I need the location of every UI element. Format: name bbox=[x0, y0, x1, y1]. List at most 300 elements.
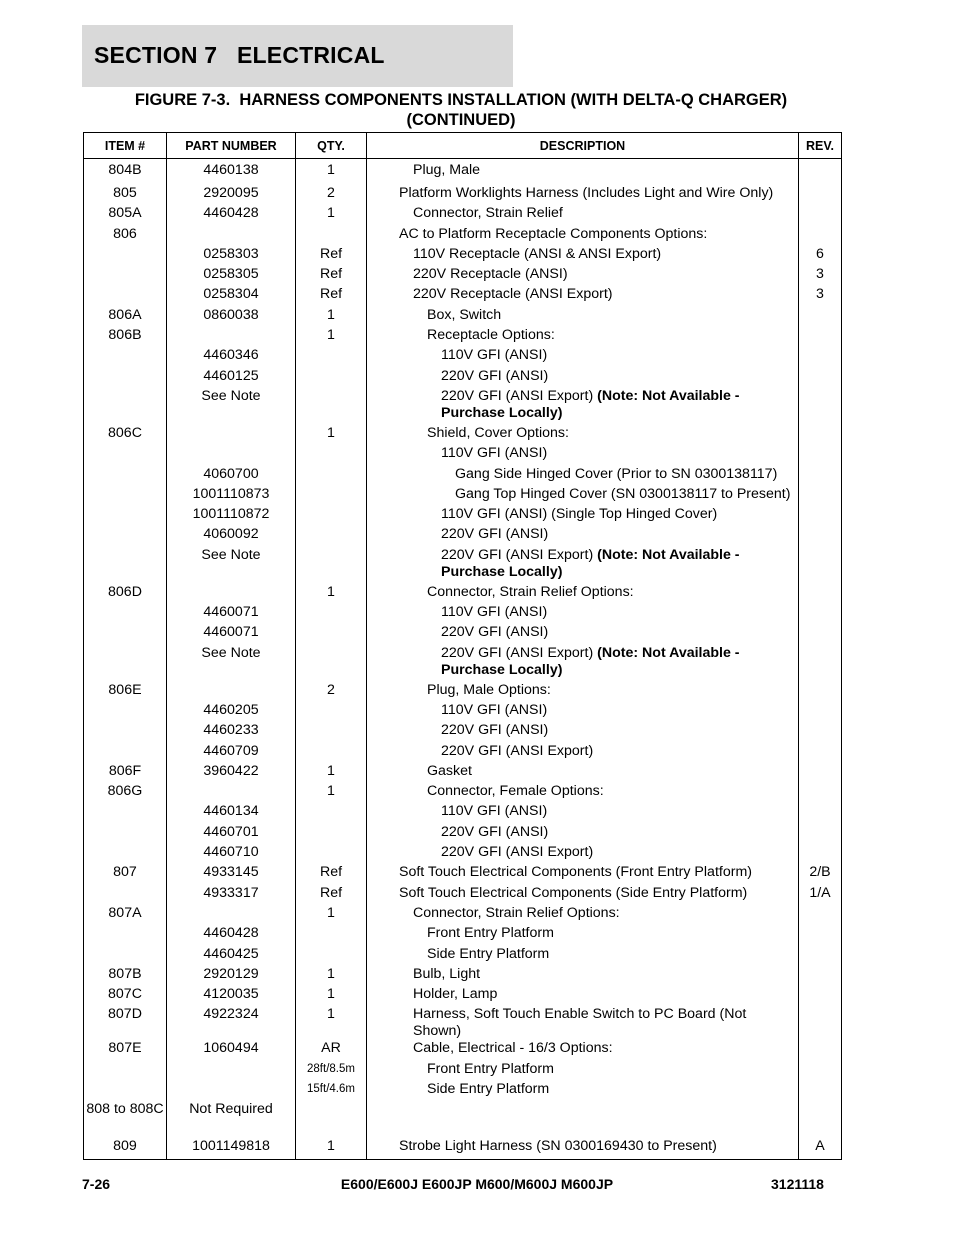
cell-qty bbox=[296, 722, 367, 742]
header-part-number: PART NUMBER bbox=[167, 133, 296, 159]
table-row bbox=[84, 925, 842, 945]
cell-description bbox=[367, 1006, 799, 1040]
cell-description bbox=[367, 506, 799, 526]
cell-rev bbox=[799, 185, 842, 205]
table-row bbox=[84, 604, 842, 624]
cell-part-number: 4460701 bbox=[167, 824, 296, 844]
cell-rev bbox=[799, 1081, 842, 1101]
cell-part-number: 4460134 bbox=[167, 803, 296, 823]
description-text: 220V GFI (ANSI) bbox=[441, 722, 549, 739]
cell-part-number: 1060494 bbox=[167, 1040, 296, 1060]
table-row bbox=[84, 986, 842, 1006]
table-row bbox=[84, 645, 842, 682]
cell-description bbox=[367, 1061, 799, 1081]
cell-description bbox=[367, 682, 799, 702]
description-text: 110V GFI (ANSI) bbox=[441, 803, 548, 820]
cell-part-number: 1001149818 bbox=[167, 1138, 296, 1159]
cell-rev bbox=[799, 226, 842, 246]
description-text: Shield, Cover Options: bbox=[427, 424, 569, 441]
section-title: SECTION 7 ELECTRICAL bbox=[94, 42, 385, 68]
cell-item-number bbox=[84, 624, 167, 644]
cell-qty: 1 bbox=[296, 159, 367, 186]
cell-rev bbox=[799, 624, 842, 644]
table-row bbox=[84, 445, 842, 465]
header-rev: REV. bbox=[799, 133, 842, 159]
cell-part-number: See Note bbox=[167, 645, 296, 682]
cell-item-number: 806F bbox=[84, 763, 167, 783]
cell-rev bbox=[799, 743, 842, 763]
cell-qty: 15ft/4.6m bbox=[296, 1081, 367, 1101]
cell-qty: 1 bbox=[296, 327, 367, 347]
cell-rev: A bbox=[799, 1138, 842, 1159]
cell-part-number: 4060700 bbox=[167, 466, 296, 486]
table-row bbox=[84, 205, 842, 225]
cell-rev bbox=[799, 763, 842, 783]
cell-qty bbox=[296, 368, 367, 388]
cell-item-number bbox=[84, 803, 167, 823]
description-text: Side Entry Platform bbox=[427, 945, 550, 962]
description-text: 110V GFI (ANSI) (Single Top Hinged Cover) bbox=[441, 506, 718, 523]
table-row bbox=[84, 286, 842, 306]
description-text: Holder, Lamp bbox=[413, 986, 498, 1003]
cell-item-number bbox=[84, 466, 167, 486]
cell-description bbox=[367, 425, 799, 445]
description-text: AC to Platform Receptacle Components Options: bbox=[399, 225, 708, 242]
cell-item-number: 806B bbox=[84, 327, 167, 347]
cell-description bbox=[367, 1040, 799, 1060]
cell-part-number bbox=[167, 682, 296, 702]
cell-rev: 6 bbox=[799, 246, 842, 266]
cell-qty bbox=[296, 388, 367, 425]
cell-item-number bbox=[84, 645, 167, 682]
cell-description bbox=[367, 445, 799, 465]
cell-rev bbox=[799, 347, 842, 367]
table-row bbox=[84, 885, 842, 905]
description-text: 110V GFI (ANSI) bbox=[441, 604, 548, 621]
cell-rev bbox=[799, 844, 842, 864]
description-text: Soft Touch Electrical Components (Side Entry Platform) bbox=[399, 884, 748, 901]
cell-description bbox=[367, 185, 799, 205]
cell-description bbox=[367, 307, 799, 327]
description-text: 220V Receptacle (ANSI Export) bbox=[413, 286, 613, 303]
table-row bbox=[84, 966, 842, 986]
cell-item-number: 806 bbox=[84, 226, 167, 246]
cell-item-number: 808 to 808C bbox=[84, 1101, 167, 1138]
cell-rev bbox=[799, 1061, 842, 1081]
cell-qty: 1 bbox=[296, 205, 367, 225]
cell-rev bbox=[799, 445, 842, 465]
cell-item-number bbox=[84, 1061, 167, 1081]
cell-part-number: 4460071 bbox=[167, 604, 296, 624]
cell-item-number: 807E bbox=[84, 1040, 167, 1060]
cell-rev bbox=[799, 425, 842, 445]
cell-rev bbox=[799, 526, 842, 546]
cell-qty: Ref bbox=[296, 266, 367, 286]
cell-rev bbox=[799, 803, 842, 823]
description-text: Plug, Male Options: bbox=[427, 681, 551, 698]
cell-rev bbox=[799, 986, 842, 1006]
table-row bbox=[84, 185, 842, 205]
cell-item-number: 806E bbox=[84, 682, 167, 702]
cell-part-number: 4460346 bbox=[167, 347, 296, 367]
cell-item-number bbox=[84, 1081, 167, 1101]
cell-rev bbox=[799, 1040, 842, 1060]
cell-item-number: 809 bbox=[84, 1138, 167, 1159]
cell-description bbox=[367, 584, 799, 604]
cell-qty bbox=[296, 347, 367, 367]
description-text: Side Entry Platform bbox=[427, 1080, 550, 1097]
cell-qty bbox=[296, 445, 367, 465]
cell-qty bbox=[296, 506, 367, 526]
cell-rev bbox=[799, 327, 842, 347]
cell-rev bbox=[799, 1101, 842, 1138]
table-row bbox=[84, 722, 842, 742]
cell-rev bbox=[799, 925, 842, 945]
cell-part-number: 4460428 bbox=[167, 925, 296, 945]
cell-qty bbox=[296, 526, 367, 546]
cell-description bbox=[367, 368, 799, 388]
cell-part-number: Not Required bbox=[167, 1101, 296, 1138]
description-text: 220V GFI (ANSI) bbox=[441, 624, 549, 641]
cell-item-number bbox=[84, 844, 167, 864]
description-text: 110V GFI (ANSI) bbox=[441, 701, 548, 718]
cell-rev bbox=[799, 466, 842, 486]
figure-title-line1: FIGURE 7-3. HARNESS COMPONENTS INSTALLATION (WITH DELTA-Q CHARGER) bbox=[134, 91, 788, 109]
cell-qty: 1 bbox=[296, 763, 367, 783]
cell-item-number bbox=[84, 604, 167, 624]
cell-description bbox=[367, 466, 799, 486]
description-text: Platform Worklights Harness (Includes Light and Wire Only) bbox=[399, 185, 774, 201]
cell-part-number: 4933317 bbox=[167, 885, 296, 905]
description-text: 110V Receptacle (ANSI & ANSI Export) bbox=[413, 245, 662, 262]
cell-part-number: 4460709 bbox=[167, 743, 296, 763]
description-text: Connector, Female Options: bbox=[427, 783, 604, 800]
table-row bbox=[84, 824, 842, 844]
table-row bbox=[84, 1040, 842, 1060]
cell-item-number bbox=[84, 743, 167, 763]
cell-description bbox=[367, 1138, 799, 1159]
cell-rev: 3 bbox=[799, 266, 842, 286]
cell-part-number: 4460428 bbox=[167, 205, 296, 225]
table-row bbox=[84, 624, 842, 644]
cell-qty bbox=[296, 645, 367, 682]
cell-description bbox=[367, 246, 799, 266]
cell-qty bbox=[296, 466, 367, 486]
cell-part-number bbox=[167, 445, 296, 465]
cell-rev bbox=[799, 824, 842, 844]
cell-part-number: 4120035 bbox=[167, 986, 296, 1006]
footer-doc-number: 3121118 bbox=[771, 1176, 824, 1192]
header-description: DESCRIPTION bbox=[367, 133, 799, 159]
cell-part-number: 2920095 bbox=[167, 185, 296, 205]
cell-part-number bbox=[167, 783, 296, 803]
cell-rev bbox=[799, 946, 842, 966]
cell-rev bbox=[799, 159, 842, 186]
cell-qty bbox=[296, 624, 367, 644]
cell-rev bbox=[799, 783, 842, 803]
section-header bbox=[82, 25, 513, 87]
description-text: 110V GFI (ANSI) bbox=[441, 347, 548, 364]
cell-description bbox=[367, 763, 799, 783]
cell-description bbox=[367, 864, 799, 884]
cell-part-number bbox=[167, 327, 296, 347]
cell-qty: 1 bbox=[296, 1138, 367, 1159]
cell-description bbox=[367, 159, 799, 186]
cell-rev bbox=[799, 722, 842, 742]
description-note: (Note: Not Available - Purchase Locally) bbox=[441, 387, 740, 421]
cell-rev bbox=[799, 307, 842, 327]
table-row bbox=[84, 347, 842, 367]
cell-description bbox=[367, 1081, 799, 1101]
cell-description bbox=[367, 824, 799, 844]
table-row bbox=[84, 307, 842, 327]
cell-item-number bbox=[84, 506, 167, 526]
description-text: 220V GFI (ANSI Export) bbox=[441, 742, 594, 759]
cell-item-number bbox=[84, 445, 167, 465]
cell-rev bbox=[799, 905, 842, 925]
cell-description bbox=[367, 526, 799, 546]
cell-qty bbox=[296, 743, 367, 763]
cell-part-number: 4460233 bbox=[167, 722, 296, 742]
cell-description bbox=[367, 946, 799, 966]
figure-title bbox=[82, 90, 840, 130]
cell-part-number bbox=[167, 584, 296, 604]
cell-part-number: 4460710 bbox=[167, 844, 296, 864]
table-row bbox=[84, 327, 842, 347]
cell-item-number: 806A bbox=[84, 307, 167, 327]
cell-qty: AR bbox=[296, 1040, 367, 1060]
header-qty: QTY. bbox=[296, 133, 367, 159]
cell-part-number: 0258304 bbox=[167, 286, 296, 306]
cell-item-number: 807A bbox=[84, 905, 167, 925]
cell-item-number bbox=[84, 885, 167, 905]
table-row bbox=[84, 864, 842, 884]
cell-part-number: 3960422 bbox=[167, 763, 296, 783]
cell-qty: 1 bbox=[296, 1006, 367, 1040]
cell-description bbox=[367, 925, 799, 945]
cell-part-number: 4060092 bbox=[167, 526, 296, 546]
description-text: Connector, Strain Relief bbox=[413, 205, 563, 222]
cell-item-number bbox=[84, 824, 167, 844]
cell-qty bbox=[296, 803, 367, 823]
cell-part-number bbox=[167, 1061, 296, 1081]
description-text: 220V GFI (ANSI Export) bbox=[441, 387, 598, 404]
cell-qty bbox=[296, 824, 367, 844]
table-row bbox=[84, 803, 842, 823]
cell-part-number: 4460425 bbox=[167, 946, 296, 966]
cell-qty: 1 bbox=[296, 986, 367, 1006]
table-row bbox=[84, 763, 842, 783]
cell-qty: 1 bbox=[296, 584, 367, 604]
cell-qty bbox=[296, 486, 367, 506]
cell-description bbox=[367, 885, 799, 905]
cell-part-number: 4922324 bbox=[167, 1006, 296, 1040]
cell-rev bbox=[799, 645, 842, 682]
cell-rev bbox=[799, 702, 842, 722]
description-note: (Note: Not Available - Purchase Locally) bbox=[441, 546, 740, 580]
description-text: Gang Side Hinged Cover (Prior to SN 0300138117) bbox=[455, 465, 778, 482]
description-text: 110V GFI (ANSI) bbox=[441, 445, 548, 462]
cell-qty bbox=[296, 946, 367, 966]
cell-qty: 1 bbox=[296, 783, 367, 803]
cell-item-number bbox=[84, 722, 167, 742]
table-row bbox=[84, 526, 842, 546]
description-text: 220V Receptacle (ANSI) bbox=[413, 266, 568, 283]
cell-part-number: 4460071 bbox=[167, 624, 296, 644]
table-row bbox=[84, 466, 842, 486]
cell-qty: Ref bbox=[296, 885, 367, 905]
cell-item-number: 805 bbox=[84, 185, 167, 205]
table-row bbox=[84, 1081, 842, 1101]
cell-qty: 1 bbox=[296, 425, 367, 445]
cell-part-number: 1001110873 bbox=[167, 486, 296, 506]
cell-part-number bbox=[167, 425, 296, 445]
cell-part-number bbox=[167, 226, 296, 246]
cell-rev bbox=[799, 547, 842, 584]
cell-description bbox=[367, 547, 799, 584]
cell-rev bbox=[799, 682, 842, 702]
cell-description bbox=[367, 905, 799, 925]
parts-table-body bbox=[84, 159, 842, 1160]
cell-rev bbox=[799, 506, 842, 526]
description-text: 220V GFI (ANSI Export) bbox=[441, 844, 594, 861]
header-item: ITEM # bbox=[84, 133, 167, 159]
cell-qty: 1 bbox=[296, 307, 367, 327]
cell-rev bbox=[799, 205, 842, 225]
cell-description bbox=[367, 986, 799, 1006]
table-row bbox=[84, 702, 842, 722]
cell-item-number bbox=[84, 286, 167, 306]
cell-item-number bbox=[84, 925, 167, 945]
parts-table bbox=[83, 132, 842, 1160]
table-header-row bbox=[84, 133, 842, 159]
description-text: Connector, Strain Relief Options: bbox=[413, 904, 620, 921]
cell-item-number bbox=[84, 266, 167, 286]
cell-part-number: 4460205 bbox=[167, 702, 296, 722]
table-row bbox=[84, 783, 842, 803]
cell-description bbox=[367, 645, 799, 682]
description-text: Box, Switch bbox=[427, 306, 502, 323]
description-text: Front Entry Platform bbox=[427, 1060, 554, 1077]
cell-description bbox=[367, 722, 799, 742]
cell-description bbox=[367, 966, 799, 986]
cell-description bbox=[367, 286, 799, 306]
cell-item-number: 806C bbox=[84, 425, 167, 445]
cell-rev bbox=[799, 388, 842, 425]
description-text: Plug, Male bbox=[413, 162, 481, 178]
cell-part-number bbox=[167, 1081, 296, 1101]
cell-qty: 2 bbox=[296, 185, 367, 205]
table-row bbox=[84, 159, 842, 186]
cell-qty: 2 bbox=[296, 682, 367, 702]
cell-part-number: See Note bbox=[167, 388, 296, 425]
cell-description bbox=[367, 327, 799, 347]
cell-qty bbox=[296, 702, 367, 722]
description-text: Strobe Light Harness (SN 0300169430 to Present) bbox=[399, 1138, 717, 1155]
cell-description bbox=[367, 604, 799, 624]
cell-description bbox=[367, 205, 799, 225]
cell-rev: 1/A bbox=[799, 885, 842, 905]
cell-description bbox=[367, 844, 799, 864]
cell-description bbox=[367, 266, 799, 286]
cell-description bbox=[367, 388, 799, 425]
cell-part-number: 4460125 bbox=[167, 368, 296, 388]
description-text: Harness, Soft Touch Enable Switch to PC Board (Not Shown) bbox=[413, 1006, 747, 1040]
table-row bbox=[84, 368, 842, 388]
description-text: 220V GFI (ANSI) bbox=[441, 823, 549, 840]
cell-part-number: 0860038 bbox=[167, 307, 296, 327]
table-row bbox=[84, 743, 842, 763]
cell-item-number: 807D bbox=[84, 1006, 167, 1040]
description-text: Connector, Strain Relief Options: bbox=[427, 583, 634, 600]
description-text: Front Entry Platform bbox=[427, 925, 554, 942]
cell-description bbox=[367, 486, 799, 506]
cell-rev bbox=[799, 368, 842, 388]
cell-part-number: 2920129 bbox=[167, 966, 296, 986]
table-row bbox=[84, 388, 842, 425]
cell-part-number bbox=[167, 905, 296, 925]
description-text: 220V GFI (ANSI Export) bbox=[441, 644, 598, 661]
cell-qty bbox=[296, 925, 367, 945]
cell-item-number bbox=[84, 347, 167, 367]
table-row bbox=[84, 1061, 842, 1081]
description-text: Receptacle Options: bbox=[427, 327, 555, 344]
cell-qty: Ref bbox=[296, 246, 367, 266]
cell-item-number bbox=[84, 702, 167, 722]
table-row bbox=[84, 226, 842, 246]
cell-rev bbox=[799, 584, 842, 604]
cell-item-number bbox=[84, 547, 167, 584]
cell-qty: 28ft/8.5m bbox=[296, 1061, 367, 1081]
cell-rev bbox=[799, 486, 842, 506]
cell-qty: 1 bbox=[296, 966, 367, 986]
cell-qty bbox=[296, 604, 367, 624]
cell-item-number: 805A bbox=[84, 205, 167, 225]
table-row bbox=[84, 905, 842, 925]
cell-qty bbox=[296, 844, 367, 864]
cell-rev bbox=[799, 604, 842, 624]
footer-models: E600/E600J E600JP M600/M600J M600JP bbox=[340, 1176, 614, 1192]
table-row bbox=[84, 1101, 842, 1138]
figure-title-line2: (CONTINUED) bbox=[406, 111, 516, 129]
table-row bbox=[84, 584, 842, 604]
cell-description bbox=[367, 1101, 799, 1138]
description-note: (Note: Not Available - Purchase Locally) bbox=[441, 644, 740, 678]
table-row bbox=[84, 266, 842, 286]
table-row bbox=[84, 844, 842, 864]
table-row bbox=[84, 425, 842, 445]
table-row bbox=[84, 682, 842, 702]
table-row bbox=[84, 946, 842, 966]
cell-part-number: 4933145 bbox=[167, 864, 296, 884]
cell-qty bbox=[296, 547, 367, 584]
cell-qty: Ref bbox=[296, 286, 367, 306]
table-row bbox=[84, 486, 842, 506]
cell-item-number: 807 bbox=[84, 864, 167, 884]
cell-part-number: 4460138 bbox=[167, 159, 296, 186]
cell-description bbox=[367, 226, 799, 246]
cell-qty: Ref bbox=[296, 864, 367, 884]
cell-qty bbox=[296, 1101, 367, 1138]
description-text: Soft Touch Electrical Components (Front Entry Platform) bbox=[399, 864, 752, 881]
cell-description bbox=[367, 743, 799, 763]
cell-part-number: 1001110872 bbox=[167, 506, 296, 526]
cell-item-number bbox=[84, 388, 167, 425]
table-row bbox=[84, 246, 842, 266]
footer-page-number: 7-26 bbox=[82, 1176, 111, 1192]
cell-item-number bbox=[84, 526, 167, 546]
table-row bbox=[84, 506, 842, 526]
